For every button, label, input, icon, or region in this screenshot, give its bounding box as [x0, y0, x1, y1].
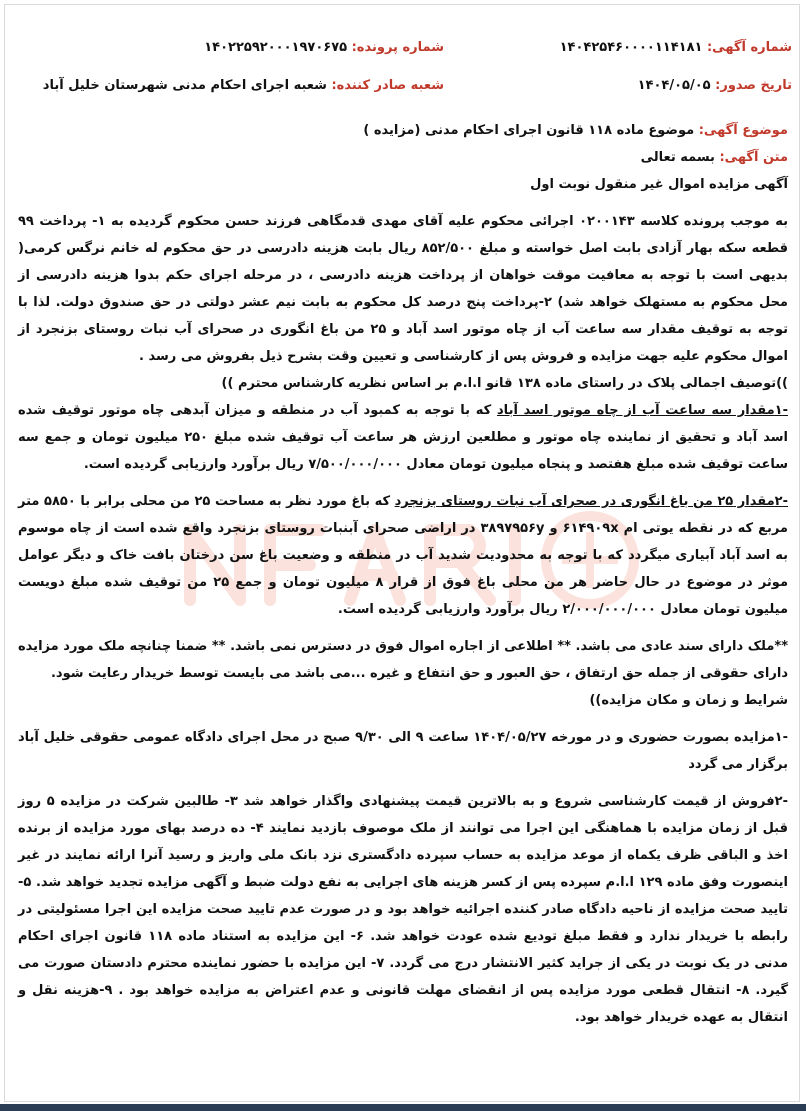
issuer-label: شعبه صادر کننده: — [331, 78, 444, 93]
doc-title: آگهی مزایده اموال غیر منقول نوبت اول — [530, 177, 788, 192]
issue-date: ۱۴۰۴/۰۵/۰۵ — [637, 78, 711, 93]
bottom-strip — [0, 1104, 806, 1111]
ad-number-row — [560, 40, 792, 55]
issuer-row — [43, 78, 444, 93]
condition-1: -۱مزایده بصورت حضوری و در مورخه ۱۴۰۴/۰۵/۲۷ ساعت ۹ الی ۹/۳۰ صبح در محل اجرای دادگاه عمومی حقوقی خلیل آباد برگزار می گردد — [18, 730, 789, 772]
issuer: شعبه اجرای احکام مدنی شهرستان خلیل آباد — [42, 78, 327, 93]
subject-label: موضوع آگهی: — [698, 123, 788, 138]
item1-paragraph — [18, 397, 788, 478]
case-number-row — [204, 40, 444, 55]
subject-line — [18, 117, 788, 144]
ad-number: ۱۴۰۴۲۵۴۶۰۰۰۰۱۱۴۱۸۱ — [559, 40, 703, 55]
case-number: ۱۴۰۲۲۵۹۲۰۰۰۱۹۷۰۶۷۵ — [204, 40, 348, 55]
item2-paragraph — [18, 488, 788, 623]
body-head-value: بسمه تعالی — [640, 150, 715, 165]
issue-date-row — [638, 78, 792, 93]
subject-value: موضوع ماده ۱۱۸ قانون اجرای احکام مدنی (مزایده ) — [363, 123, 695, 138]
item2-text: که باغ مورد نظر به مساحت ۲۵ من محلی برابر با ۵۸۵۰ متر مربع که در نقطه یوتی ام ۶۱۴۹۰۹x و ۳۸۹۷۹۵۶y در اراضی صحرای آبنبات روستای بزنجرد واقع شده است از چاه موسوم به اسد آباد آبیاری میگردد که با توجه به محدودیت شدید آب در منطقه و وضعیت باغ سن درختان بافت خاک و دیگر عوامل موثر در موضوع در حال حاضر هر من محلی باغ فوق از قرار ۸ میلیون تومان و جمع ۲۵ من توقیف شده مبلغ دویست میلیون تومان معادل ۲/۰۰۰/۰۰۰/۰۰۰ ریال برآورد وارزیابی گردیده است. — [18, 494, 789, 617]
body-head-label: متن آگهی: — [719, 150, 788, 165]
issue-date-label: تاریخ صدور: — [715, 78, 792, 93]
body-head-line — [18, 144, 788, 171]
ad-number-label: شماره آگهی: — [706, 40, 792, 55]
condition-2: -۲فروش از قیمت کارشناسی شروع و به بالاترین قیمت پیشنهادی واگذار خواهد شد ۳- طالبین شرکت در مزایده ۵ روز قبل از زمان مزایده با هماهنگی این اجرا می توانند از ملک موصوف بازدید نمایند ۴- ده درصد بهای مورد مزایده از برنده اخذ و الباقی ظرف یکماه از موعد مزایده به حساب سپرده دادگستری نزد بانک ملی واریز و رسید آنرا ارائه نمایند در غیر اینصورت وفق ماده ۱۲۹ ا.ا.م سپرده پس از کسر هزینه های اجرایی به نفع دولت ضبط و آگهی مزایده تجدید خواهد شد. ۵- تایید صحت مزایده از ناحیه دادگاه صادر کننده اجرائیه خواهد بود و در صورت عدم تایید صحت مزایده این اجرا مسئولیتی در رابطه با خریدار ندارد و فقط مبلغ تودیع شده عودت خواهد شد. ۶- این مزایده به استناد ماده ۱۱۸ قانون اجرای احکام مدنی در یک نوبت در یکی از جراید کثیر الانتشار درج می گردد. ۷- این مزایده با حضور نماینده محترم دادستان صورت می گیرد. ۸- انتقال قطعی مورد مزایده پس از انقضای مهلت قانونی و عدم اعتراض به مزایده خواهد بود . ۹-هزینه نقل و انتقال به عهده خریدار خواهد بود. — [18, 794, 788, 1025]
item1-text: که با توجه به کمبود آب در منطقه و میزان آبدهی چاه موتور توقیف شده اسد آباد و تحقیق از نماینده چاه موتور و مطلعین ارزش هر ساعت آب توقیف شده مبلغ ۲۵۰ میلیون تومان و جمع سه ساعت توقیف شده مبلغ هفتصد و پنجاه میلیون تومان معادل ۷/۵۰۰/۰۰۰/۰۰۰ ریال برآورد وارزیابی گردیده است. — [18, 403, 789, 472]
ad-body — [18, 117, 788, 1031]
case-number-label: شماره پرونده: — [351, 40, 444, 55]
item1-title: -۱مقدار سه ساعت آب از چاه موتور اسد آباد — [497, 403, 788, 418]
section1-heading: ))توصیف اجمالی پلاک در راستای ماده ۱۳۸ قانو ا.ا.م بر اساس نظریه کارشناس محترم )) — [221, 376, 788, 391]
intro-paragraph: به موجب پرونده کلاسه ۰۲۰۰۱۴۳ اجرائی محکوم علیه آقای مهدی قدمگاهی فرزند حسن محکوم گردیده به ۱- پرداخت ۹۹ قطعه سکه بهار آزادی بابت اصل خواسته و مبلغ ۸۵۲/۵۰۰ ریال بابت هزینه دادرسی در حق محکوم له خانم نرگس کرمی( بدیهی است با توجه به معافیت موقت خواهان از پرداخت هزینه دادرسی ، در مرحله اجرای حکم بدوا هزینه دادرسی از محل محکوم به مستهلک خواهد شد) ۲-پرداخت پنج درصد کل محکوم به بابت نیم عشر دولتی در حق صندوق دولت. لذا با توجه به توقیف مقدار سه ساعت آب از چاه موتور اسد آباد و ۲۵ من باغ انگوری در صحرای آب نبات روستای بزنجرد از اموال محکوم علیه جهت مزایده و فروش پس از کارشناسی و تعیین وقت بشرح ذیل بفروش می رسد . — [18, 214, 788, 364]
note-paragraph: **ملک دارای سند عادی می باشد. ** اطلاعی از اجاره اموال فوق در دسترس نمی باشد. ** ضمنا چنانچه ملک مورد مزایده دارای حقوقی از جمله حق ارتفاق ، حق العبور و حق انتفاع و غیره ...می باشد می بایست توسط خریدار رعایت شود. — [18, 639, 788, 681]
section2-heading: شرایط و زمان و مکان مزایده)) — [589, 693, 788, 708]
item2-title: -۲مقدار ۲۵ من باغ انگوری در صحرای آب نبات روستای بزنجرد — [394, 494, 789, 509]
